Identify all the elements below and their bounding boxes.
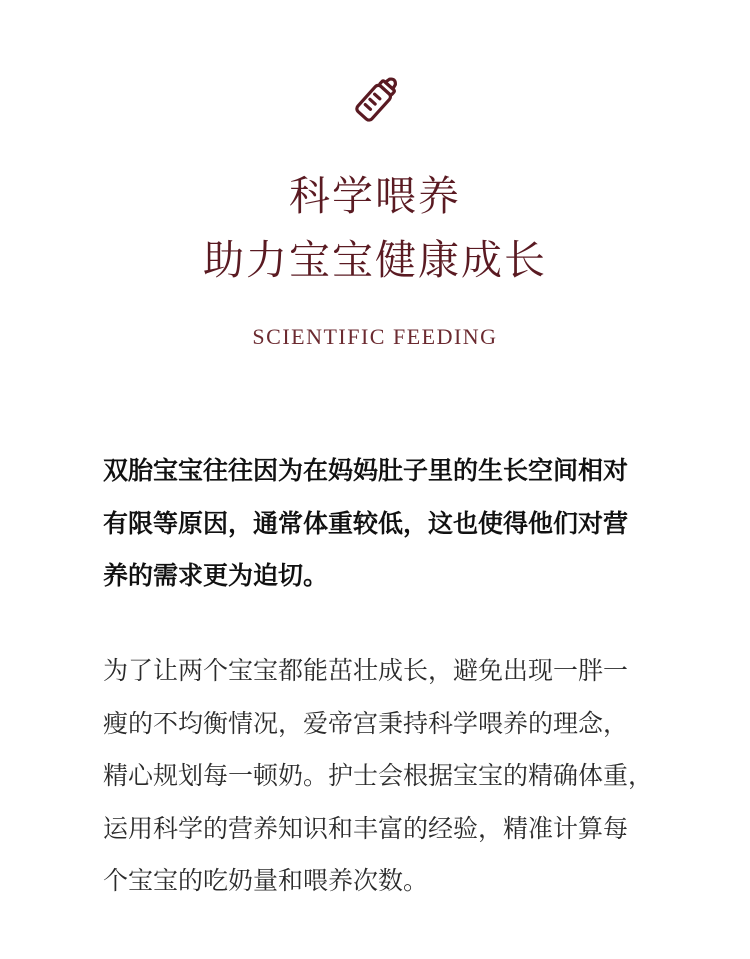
body-line: 个宝宝的吃奶量和喂养次数。: [103, 866, 429, 895]
intro-line: 养的需求更为迫切。: [103, 561, 329, 590]
body-line: 精心规划每一顿奶。护士会根据宝宝的精确体重，: [103, 761, 654, 790]
title-line-2: 助力宝宝健康成长: [203, 236, 547, 284]
body-line: 瘦的不均衡情况，爱帝宫秉持科学喂养的理念，: [103, 708, 629, 738]
intro-line: 有限等原因，通常体重较低，这也使得他们对营: [103, 508, 629, 538]
body-paragraph: [103, 645, 663, 908]
title-line-1: 科学喂养: [289, 172, 461, 220]
subtitle: SCIENTIFIC FEEDING: [252, 324, 498, 349]
body-line: 为了让两个宝宝都能茁壮成长，避免出现一胖一: [103, 656, 629, 685]
baby-bottle-icon: [348, 70, 406, 128]
intro-line: 双胎宝宝往往因为在妈妈肚子里的生长空间相对: [103, 456, 629, 485]
intro-paragraph: [103, 445, 663, 603]
body-line: 运用科学的营养知识和丰富的经验，精准计算每: [103, 813, 629, 843]
